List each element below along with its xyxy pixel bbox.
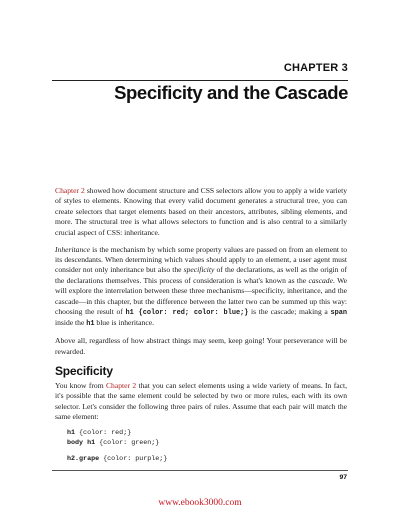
code-selector: h2.grape <box>67 454 100 463</box>
code-line <box>67 439 347 448</box>
inheritance-term: Inheritance <box>55 244 91 254</box>
chapter-label: CHAPTER 3 <box>283 62 348 74</box>
intro-paragraph <box>55 186 347 238</box>
chapter-2-link[interactable]: Chapter 2 <box>55 186 85 195</box>
inline-code-span: span <box>330 309 347 318</box>
code-declaration: {color: purple;} <box>99 454 168 463</box>
specificity-paragraph <box>55 381 347 423</box>
cascade-term: cascade <box>308 275 333 285</box>
perseverance-paragraph: Above all, regardless of how abstract things may seem, keep going! Your perseverance will be rewarded. <box>55 336 347 356</box>
intro-text: showed how document structure and CSS selectors allow you to apply a wide variety of styles to elements. Knowing that every valid document generates a structural tree, you can create selectors that target elements based on their ancestors, attributes, sibling elements, and more. The structural tree is what allows selectors to function and is also central to a similarly crucial aspect of CSS: inheritance. <box>55 186 347 237</box>
page-number: 97 <box>339 474 347 481</box>
inheritance-paragraph <box>55 245 347 330</box>
code-selector: body h1 <box>67 438 96 447</box>
inline-code-h1-rule: h1 {color: red; color: blue;} <box>125 309 249 318</box>
specificity-text-1: You know from <box>55 380 106 390</box>
inline-code-h1: h1 <box>86 320 95 329</box>
inheritance-text-4: is the cascade; making a <box>248 307 331 317</box>
watermark-url[interactable]: www.ebook3000.com <box>158 498 242 508</box>
code-gap <box>67 448 347 455</box>
inheritance-text-6: blue is inheritance. <box>94 318 154 328</box>
inheritance-text-3: . We will explore the interrelation between these three mechanisms—specificity, inheritance, and the cascade—in this chapter, but the difference between the latter two can be summed up this way: choosing the result of <box>55 275 347 317</box>
specificity-term: specificity <box>183 265 215 275</box>
chapter-2-link-second[interactable]: Chapter 2 <box>105 380 137 390</box>
footer-rule <box>52 470 348 471</box>
code-selector: h1 <box>67 429 76 438</box>
code-declaration: {color: green;} <box>95 438 160 447</box>
specificity-text-2: that you can select elements using a wide variety of means. In fact, it's possible that the same element could be selected by two or more rules, each with its own selector. Let's consider the following three pairs of rules. Assume that each pair will match the same element: <box>55 380 347 422</box>
inheritance-text-1: is the mechanism by which some property values are passed on from an element to its descendants. When determining which values should apply to an element, a user agent must consider not only inheritance but also the <box>55 244 347 275</box>
code-block <box>67 429 347 464</box>
code-line <box>67 429 347 438</box>
chapter-rule <box>52 80 348 81</box>
code-line <box>67 455 347 464</box>
chapter-body <box>55 186 347 464</box>
chapter-title: Specificity and the Cascade <box>114 82 348 103</box>
section-heading-specificity: Specificity <box>55 363 113 378</box>
inheritance-text-5: inside the <box>55 318 87 328</box>
code-declaration: {color: red;} <box>75 429 132 438</box>
inheritance-text-2: of the declarations, as well as the origin of the declarations themselves. This process of consideration is what's known as the <box>55 265 347 285</box>
